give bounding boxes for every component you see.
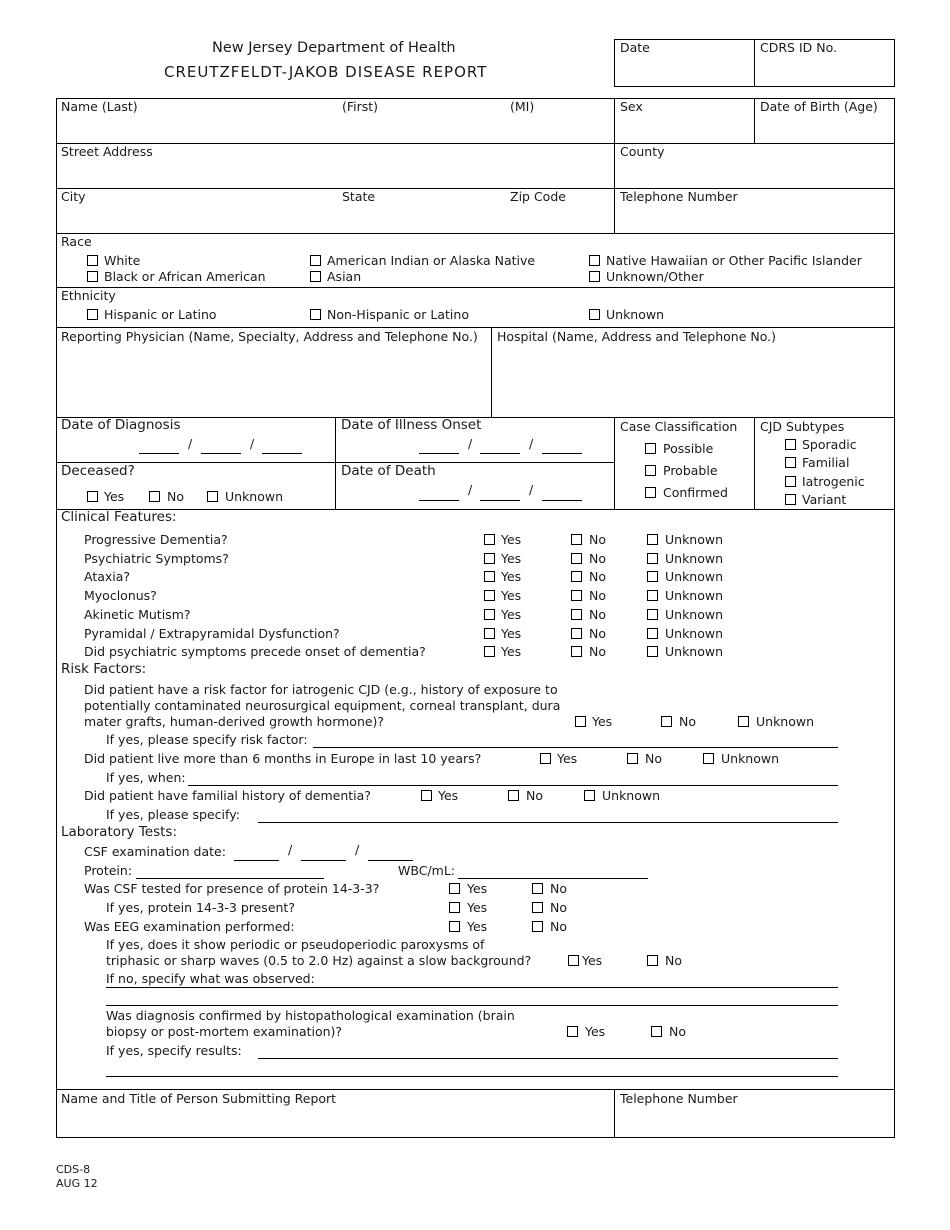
cjd-subtypes-label: CJD Subtypes [760,419,845,434]
csf-date-label: CSF examination date: [84,844,226,859]
race-asian-label: Asian [327,269,362,284]
clinical-unknown-checkbox[interactable] [647,628,658,639]
date-field[interactable]: Date [620,40,650,55]
histo-results-label: If yes, specify results: [106,1043,242,1058]
lab-q3-no-label: No [550,919,567,934]
histo-no-label: No [669,1024,686,1039]
histo-yes-checkbox[interactable] [567,1026,578,1037]
classification-possible-label: Possible [663,441,714,456]
clinical-yes-label: Yes [501,551,522,566]
clinical-unknown-checkbox[interactable] [647,571,658,582]
risk-q2-yes-checkbox[interactable] [540,753,551,764]
csf-day-line[interactable] [301,860,346,861]
eeg-observed-line[interactable] [106,987,838,988]
ethnicity-unknown-checkbox[interactable] [589,309,600,320]
eeg-question-text: If yes, does it show periodic or pseudoperiodic paroxysms of [106,937,485,952]
date-of-death-label: Date of Death [341,463,436,479]
lab-q2-text: If yes, protein 14-3-3 present? [106,900,295,915]
risk-q3-unknown-label: Unknown [602,788,661,803]
clinical-yes-label: Yes [501,644,522,659]
clinical-question-text: Psychiatric Symptoms? [84,551,229,566]
clinical-no-checkbox[interactable] [571,646,582,657]
clinical-question-text: Akinetic Mutism? [84,607,191,622]
subtype-iatrogenic-label: Iatrogenic [802,474,865,489]
risk-q3-yes-checkbox[interactable] [421,790,432,801]
risk-q2-no-checkbox[interactable] [627,753,638,764]
lab-q2-no-checkbox[interactable] [532,902,543,913]
deceased-yes-label: Yes [104,489,125,504]
clinical-yes-checkbox[interactable] [484,571,495,582]
eeg-question-text: triphasic or sharp waves (0.5 to 2.0 Hz) against a slow background? [106,953,532,968]
risk-q1-text: potentially contaminated neurosurgical equipment, corneal transplant, dura [84,698,561,713]
case-classification-label: Case Classification [620,419,738,434]
deceased-unknown-label: Unknown [225,489,284,504]
risk-q2-unknown-label: Unknown [721,751,780,766]
clinical-no-label: No [589,607,606,622]
race-white-label: White [104,253,141,268]
clinical-yes-label: Yes [501,532,522,547]
clinical-yes-checkbox[interactable] [484,609,495,620]
risk-q1-text: mater grafts, human-derived growth hormone)? [84,714,385,729]
date-slash: / [188,436,193,451]
ethnicity-unknown-label: Unknown [606,307,665,322]
risk-q1-specify-line[interactable] [313,747,838,748]
clinical-unknown-checkbox[interactable] [647,553,658,564]
form-title: CREUTZFELDT-JAKOB DISEASE REPORT [164,63,488,81]
clinical-unknown-label: Unknown [665,532,724,547]
date-of-diagnosis-label: Date of Diagnosis [61,417,181,433]
risk-q3-no-label: No [526,788,543,803]
eeg-yes-label: Yes [582,953,603,968]
classification-possible-checkbox[interactable] [645,443,656,454]
dob-field[interactable]: Date of Birth (Age) [760,99,878,114]
clinical-no-label: No [589,532,606,547]
eeg-yes-checkbox[interactable] [568,955,579,966]
csf-year-line[interactable] [368,860,413,861]
risk-q1-unknown-label: Unknown [756,714,815,729]
clinical-question-text: Ataxia? [84,569,131,584]
risk-q1-no-checkbox[interactable] [661,716,672,727]
onset-month-line[interactable] [419,453,459,454]
risk-q2-yes-label: Yes [557,751,578,766]
clinical-yes-checkbox[interactable] [484,628,495,639]
subtype-familial-label: Familial [802,455,850,470]
physician-field[interactable]: Reporting Physician (Name, Specialty, Address and Telephone No.) [61,329,478,344]
onset-day-line[interactable] [480,453,520,454]
risk-q2-when-label: If yes, when: [106,770,186,785]
form-id: CDS-8 [56,1163,91,1176]
clinical-unknown-checkbox[interactable] [647,590,658,601]
clinical-no-checkbox[interactable] [571,590,582,601]
histo-question-text: biopsy or post-mortem examination)? [106,1024,343,1039]
date-slash: / [529,436,534,451]
clinical-no-checkbox[interactable] [571,628,582,639]
subtype-familial-checkbox[interactable] [785,457,796,468]
risk-q3-yes-label: Yes [438,788,459,803]
subtype-sporadic-label: Sporadic [802,437,857,452]
risk-q3-text: Did patient have familial history of dementia? [84,788,371,803]
street-field[interactable]: Street Address [61,144,153,159]
subtype-variant-label: Variant [802,492,847,507]
lab-q2-yes-checkbox[interactable] [449,902,460,913]
clinical-yes-label: Yes [501,607,522,622]
risk-factors-heading: Risk Factors: [61,661,147,677]
death-day-line[interactable] [480,500,520,501]
deceased-unknown-checkbox[interactable] [207,491,218,502]
date-of-onset-label: Date of Illness Onset [341,417,482,433]
lab-q2-no-label: No [550,900,567,915]
risk-q1-yes-checkbox[interactable] [575,716,586,727]
date-slash: / [468,436,473,451]
clinical-no-checkbox[interactable] [571,553,582,564]
protein-line[interactable] [136,878,324,879]
clinical-yes-checkbox[interactable] [484,534,495,545]
sex-field[interactable]: Sex [620,99,643,114]
ethnicity-hispanic-label: Hispanic or Latino [104,307,217,322]
lab-q1-yes-label: Yes [467,881,488,896]
histo-results-line[interactable] [258,1058,838,1059]
clinical-unknown-label: Unknown [665,644,724,659]
lab-q3-text: Was EEG examination performed: [84,919,295,934]
lab-q2-yes-label: Yes [467,900,488,915]
zip-field[interactable]: Zip Code [510,189,566,204]
histo-question-text: Was diagnosis confirmed by histopathological examination (brain [106,1008,515,1023]
clinical-question-text: Pyramidal / Extrapyramidal Dysfunction? [84,626,340,641]
telephone-field[interactable]: Telephone Number [620,189,738,204]
risk-q3-specify-label: If yes, please specify: [106,807,240,822]
deceased-yes-checkbox[interactable] [87,491,98,502]
onset-year-line[interactable] [542,453,582,454]
ethnicity-nonhispanic-checkbox[interactable] [310,309,321,320]
eeg-observed-label: If no, specify what was observed: [106,971,315,986]
deceased-label: Deceased? [61,463,135,479]
lab-q1-text: Was CSF tested for presence of protein 14-3-3? [84,881,380,896]
death-year-line[interactable] [542,500,582,501]
race-label: Race [61,234,92,249]
eeg-no-label: No [665,953,682,968]
clinical-unknown-label: Unknown [665,551,724,566]
date-slash: / [529,482,534,497]
clinical-unknown-checkbox[interactable] [647,646,658,657]
department-name: New Jersey Department of Health [212,40,456,56]
race-black-label: Black or African American [104,269,266,284]
ethnicity-nonhispanic-label: Non-Hispanic or Latino [327,307,469,322]
lab-q1-no-label: No [550,881,567,896]
risk-q1-text: Did patient have a risk factor for iatrogenic CJD (e.g., history of exposure to [84,682,558,697]
classification-probable-label: Probable [663,463,718,478]
clinical-unknown-label: Unknown [665,626,724,641]
county-field[interactable]: County [620,144,665,159]
submitter-telephone-field[interactable]: Telephone Number [620,1091,738,1106]
clinical-unknown-label: Unknown [665,607,724,622]
wbc-line[interactable] [458,878,648,879]
submitter-field[interactable]: Name and Title of Person Submitting Report [61,1091,337,1106]
race-black-checkbox[interactable] [87,271,98,282]
clinical-no-label: No [589,551,606,566]
race-nhpi-checkbox[interactable] [589,255,600,266]
eeg-observed-line[interactable] [106,1005,838,1006]
histo-yes-label: Yes [585,1024,606,1039]
death-month-line[interactable] [419,500,459,501]
csf-month-line[interactable] [234,860,279,861]
laboratory-tests-heading: Laboratory Tests: [61,824,177,840]
subtype-variant-checkbox[interactable] [785,494,796,505]
date-slash: / [468,482,473,497]
clinical-question-text: Progressive Dementia? [84,532,228,547]
date-slash: / [355,842,360,857]
clinical-question-text: Myoclonus? [84,588,157,603]
clinical-unknown-label: Unknown [665,588,724,603]
date-slash: / [288,842,293,857]
cdrs-id-field[interactable]: CDRS ID No. [760,40,837,55]
deceased-no-checkbox[interactable] [149,491,160,502]
clinical-unknown-checkbox[interactable] [647,534,658,545]
risk-q3-unknown-checkbox[interactable] [584,790,595,801]
risk-q3-specify-line[interactable] [258,822,838,823]
risk-q3-no-checkbox[interactable] [508,790,519,801]
wbc-label: WBC/mL: [398,863,456,878]
diagnosis-month-line[interactable] [139,453,179,454]
clinical-yes-checkbox[interactable] [484,590,495,601]
lab-q1-yes-checkbox[interactable] [449,883,460,894]
clinical-yes-checkbox[interactable] [484,553,495,564]
lab-q1-no-checkbox[interactable] [532,883,543,894]
lab-q3-no-checkbox[interactable] [532,921,543,932]
race-unknown-label: Unknown/Other [606,269,704,284]
clinical-no-checkbox[interactable] [571,609,582,620]
clinical-unknown-checkbox[interactable] [647,609,658,620]
classification-confirmed-label: Confirmed [663,485,728,500]
race-unknown-checkbox[interactable] [589,271,600,282]
lab-q3-yes-label: Yes [467,919,488,934]
risk-q2-when-line[interactable] [188,785,838,786]
risk-q1-no-label: No [679,714,696,729]
subtype-iatrogenic-checkbox[interactable] [785,476,796,487]
histo-no-checkbox[interactable] [651,1026,662,1037]
lab-q3-yes-checkbox[interactable] [449,921,460,932]
diagnosis-year-line[interactable] [262,453,302,454]
classification-confirmed-checkbox[interactable] [645,487,656,498]
hospital-field[interactable]: Hospital (Name, Address and Telephone No.) [497,329,777,344]
risk-q1-specify-label: If yes, please specify risk factor: [106,732,308,747]
state-field[interactable]: State [342,189,376,204]
clinical-yes-checkbox[interactable] [484,646,495,657]
clinical-yes-label: Yes [501,588,522,603]
clinical-no-label: No [589,569,606,584]
ethnicity-hispanic-checkbox[interactable] [87,309,98,320]
risk-q1-unknown-checkbox[interactable] [738,716,749,727]
name-first-field[interactable]: (First) [342,99,379,114]
subtype-sporadic-checkbox[interactable] [785,439,796,450]
form-revision-date: AUG 12 [56,1177,98,1190]
diagnosis-day-line[interactable] [201,453,241,454]
clinical-no-checkbox[interactable] [571,534,582,545]
risk-q2-text: Did patient live more than 6 months in Europe in last 10 years? [84,751,482,766]
risk-q2-unknown-checkbox[interactable] [703,753,714,764]
clinical-yes-label: Yes [501,569,522,584]
name-mi-field[interactable]: (MI) [510,99,535,114]
ethnicity-label: Ethnicity [61,288,116,303]
clinical-question-text: Did psychiatric symptoms precede onset of dementia? [84,644,426,659]
race-nhpi-label: Native Hawaiian or Other Pacific Islander [606,253,862,268]
race-aian-checkbox[interactable] [310,255,321,266]
classification-probable-checkbox[interactable] [645,465,656,476]
race-white-checkbox[interactable] [87,255,98,266]
name-last-field[interactable]: Name (Last) [61,99,138,114]
clinical-no-label: No [589,588,606,603]
protein-label: Protein: [84,863,133,878]
clinical-unknown-label: Unknown [665,569,724,584]
clinical-no-label: No [589,626,606,641]
clinical-features-heading: Clinical Features: [61,509,177,525]
clinical-yes-label: Yes [501,626,522,641]
risk-q1-yes-label: Yes [592,714,613,729]
clinical-no-checkbox[interactable] [571,571,582,582]
risk-q2-no-label: No [645,751,662,766]
histo-results-line[interactable] [106,1076,838,1077]
deceased-no-label: No [167,489,184,504]
race-asian-checkbox[interactable] [310,271,321,282]
eeg-no-checkbox[interactable] [647,955,658,966]
date-slash: / [250,436,255,451]
clinical-no-label: No [589,644,606,659]
race-aian-label: American Indian or Alaska Native [327,253,536,268]
city-field[interactable]: City [61,189,86,204]
